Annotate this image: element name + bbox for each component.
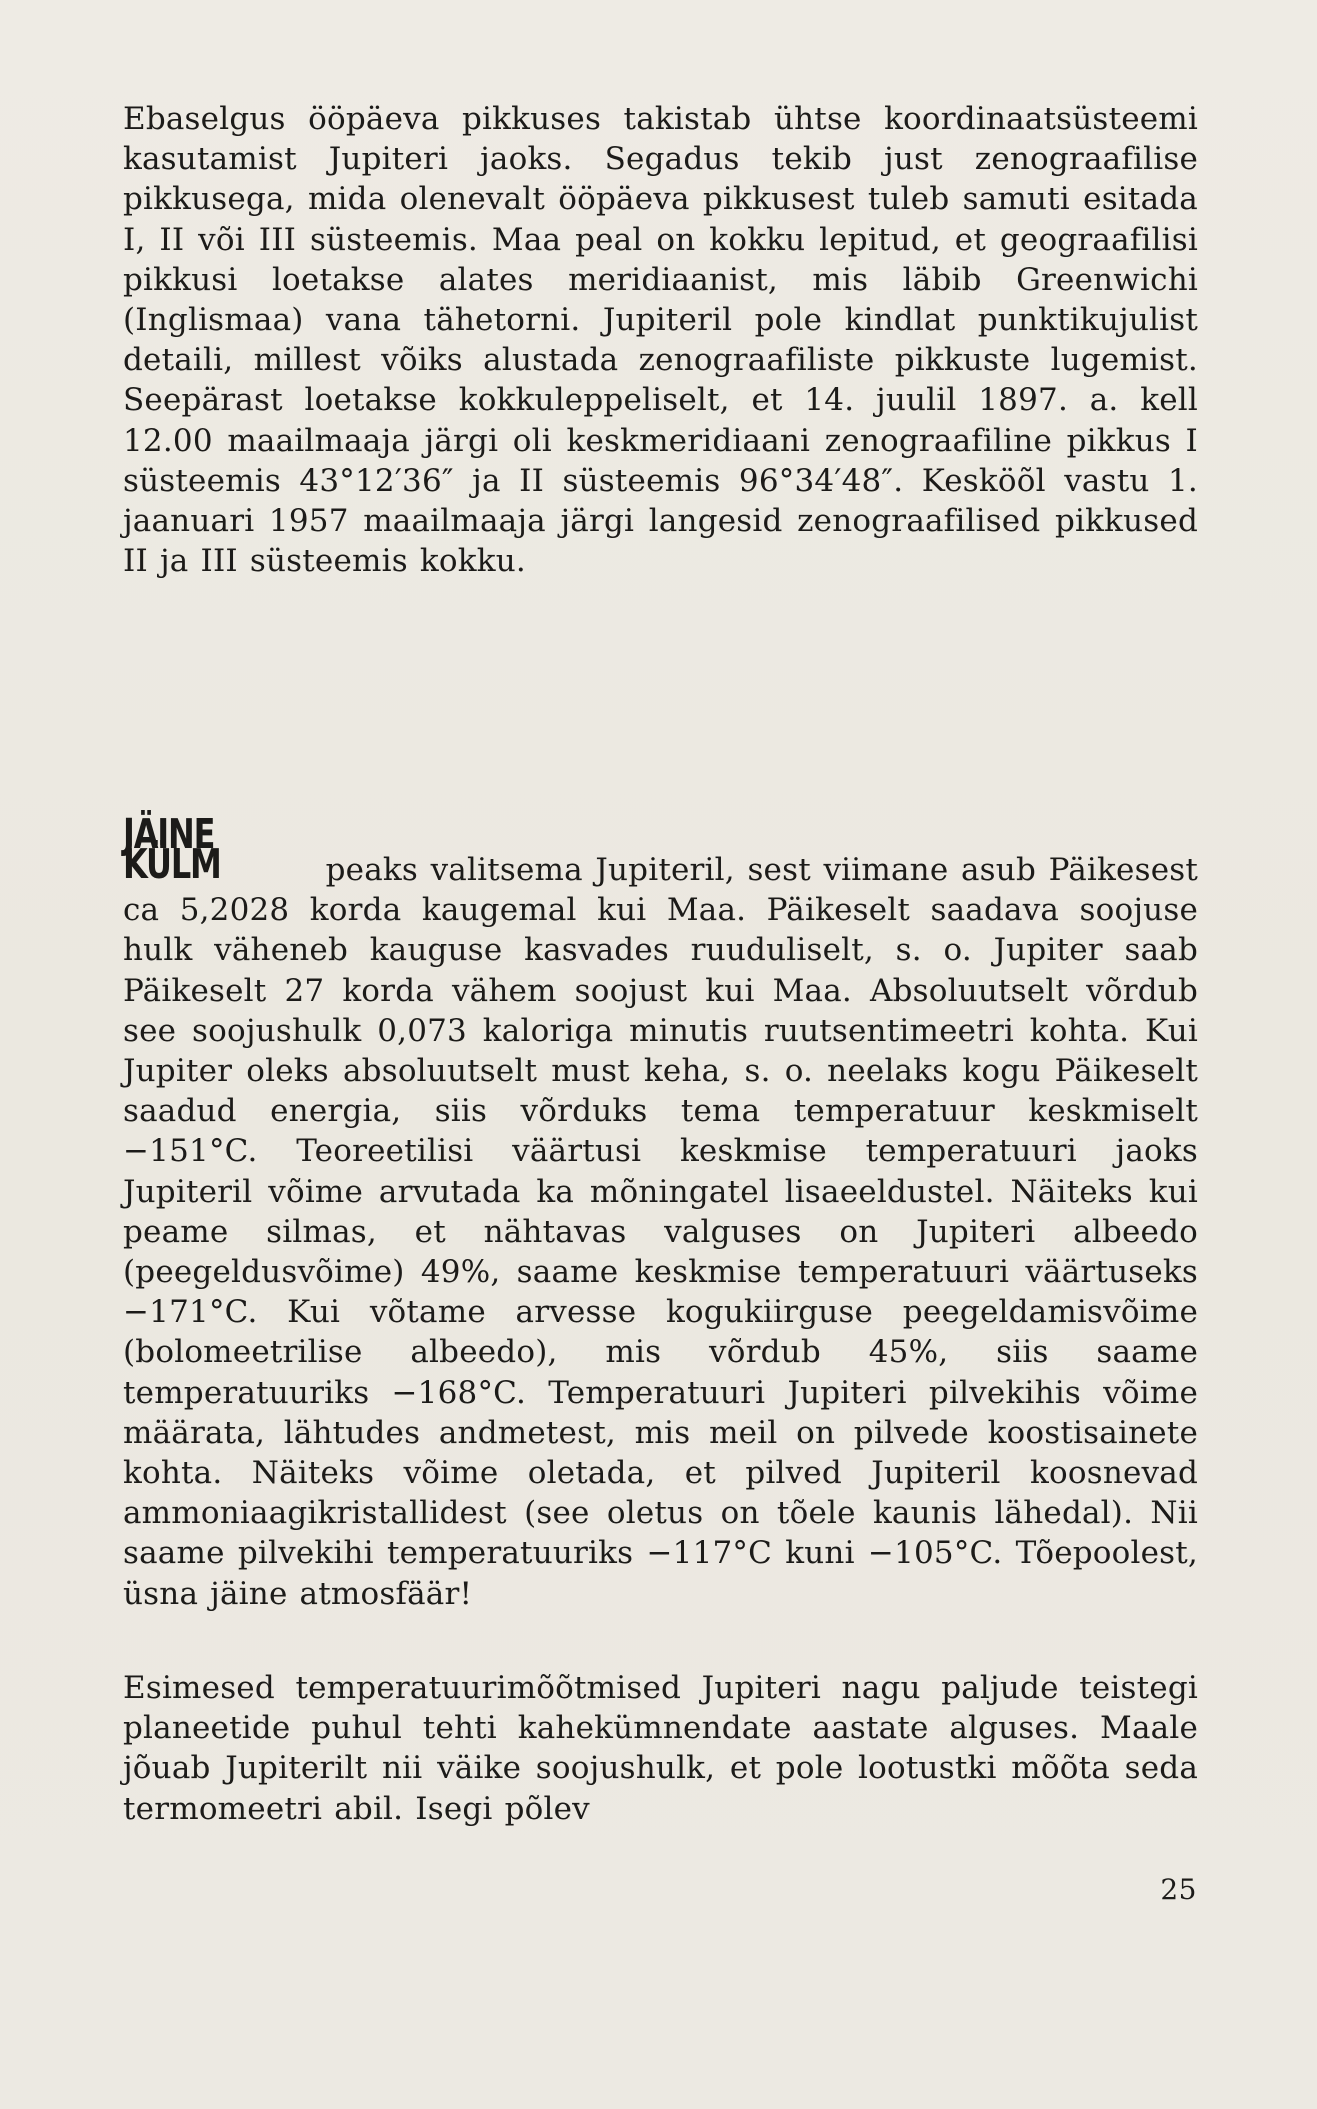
paragraph-coordinate-systems: Ebaselgus ööpäeva pikkuses takistab ühtse koordinaatsüsteemi kasutamist Jupiteri jaoks. Segadus tekib just zenograafilise pikkusega, mida olenevalt ööpäeva pikkusest tuleb samuti esitada I, II või III süsteemis. Maa peal on kokku lepitud, et geograafilisi pikkusi loetakse alates meridiaanist, mis läbib Greenwichi (Inglismaa) vana tähetorni. Jupiteril pole kindlat punktikujulist detaili, millest võiks alustada zenograafiliste pikkuste lugemist. Seepärast loetakse kokkuleppeliselt, et 14. juulil 1897. a. kell 12.00 maailmaaja järgi oli keskmeridiaani zenograafiline pikkus I süsteemis 43°12′36″ ja II süsteemis 96°34′48″. Kesköõl vastu 1. jaanuari 1957 maailmaaja järgi langesid zenograafilised pikkused II ja III süsteemis kokku. <box>123 101 1198 580</box>
paragraph-temperature: peaks valitsema Jupiteril, sest viimane asub Päikesest ca 5,2028 korda kaugemal kui Maa. Päikeselt saadava soojuse hulk väheneb kauguse kasvades ruuduliselt, s. o. Jupiter saab Päikeselt 27 korda vähem soojust kui Maa. Absoluutselt võrdub see soojushulk 0,073 kaloriga minutis ruutsentimeetri kohta. Kui Jupiter oleks absoluutselt must keha, s. o. neelaks kogu Päikeselt saadud energia, siis võrduks tema temperatuur keskmiselt −151°C. Teoreetilisi väärtusi keskmise temperatuuri jaoks Jupiteril võime arvutada ka mõningatel lisaeeldustel. Näiteks kui peame silmas, et nähtavas valguses on Jupiteri albeedo (peegeldusvõime) 49%, saame keskmise temperatuuri väärtuseks −171°C. Kui võtame arvesse kogukiirguse peegeldamisvõime (bolomeetrilise albeedo), mis võrdub 45%, siis saame temperatuuriks −168°C. Temperatuuri Jupiteri pilvekihis võime määrata, lähtudes andmetest, mis meil on pilvede koostisainete kohta. Näiteks võime oletada, et pilved Jupiteril koosnevad ammoniaagikristallidest (see oletus on tõele kaunis lähedal). Nii saame pilvekihi temperatuuriks −117°C kuni −105°C. Tõepoolest, üsna jäine atmosfäär! <box>123 852 1199 1612</box>
paragraph-measurements: Esimesed temperatuurimõõtmised Jupiteri nagu paljude teistegi planeetide puhul tehti kahekümnendate aastate alguses. Maale jõuab Jupiterilt nii väike soojushulk, et pole lootustki mõõta seda termomeetri abil. Isegi põlev <box>123 1670 1198 1827</box>
page-number: 25 <box>1160 1873 1197 1906</box>
section-freezing-cold <box>123 810 1199 1614</box>
section-heading: JÄINE KÜLM <box>123 810 221 888</box>
